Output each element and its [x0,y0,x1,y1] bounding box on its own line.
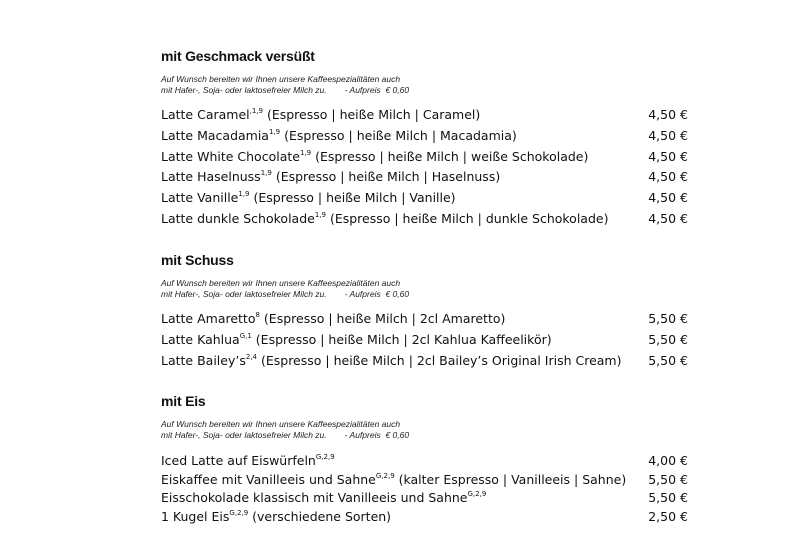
item-description: (Espresso | heiße Milch | Vanille) [249,190,456,206]
item-allergen-codes: 8 [255,311,260,319]
list-item [161,126,701,147]
item-price: 4,50 € [648,169,688,185]
item-price: 5,50 € [648,352,688,368]
item-description: (Espresso | heiße Milch | Macadamia) [280,127,517,143]
item-price: 5,50 € [648,331,688,347]
item-description: (Espresso | heiße Milch | dunkle Schokolade) [325,210,609,226]
item-allergen-codes: 1,9 [238,190,250,199]
item-allergen-codes: 2,4 [245,352,257,361]
item-price: 5,50 € [648,490,688,505]
note-surcharge: - Aufpreis € 0,60 [344,85,410,95]
item-name: 1 Kugel Eis [161,508,230,524]
item-description: (Espresso | heiße Milch | Caramel) [262,107,481,122]
item-allergen-codes: G,1 [239,331,252,340]
item-list [161,309,701,371]
section-title: mit Eis [161,393,206,409]
item-description: (Espresso | heiße Milch | 2cl Amaretto) [259,311,506,326]
item-allergen-codes: 1,9 [268,127,281,136]
list-item [161,351,701,372]
item-price: 5,50 € [648,471,688,487]
item-price: 4,50 € [648,107,688,122]
note-line-2-text: mit Hafer-, Soja- oder laktosefreier Milch zu. [161,430,327,440]
list-item [161,508,701,527]
item-price: 4,50 € [648,148,688,164]
section-title: mit Schuss [161,252,234,268]
item-price: 5,50 € [648,311,688,326]
item-name: Latte Bailey’s [161,352,246,368]
item-allergen-codes: ,1,9 [249,107,263,115]
note-line-2-text: mit Hafer-, Soja- oder laktosefreier Milch zu. [161,85,327,95]
item-description: (Espresso | heiße Milch | 2cl Kahlua Kaffeelikör) [251,331,552,347]
note-line-1: Auf Wunsch bereiten wir Ihnen unsere Kaffeespezialitäten auch [161,74,401,84]
item-allergen-codes: G,2,9 [375,471,395,480]
list-item [161,452,701,471]
note-line-1: Auf Wunsch bereiten wir Ihnen unsere Kaffeespezialitäten auch [161,419,401,429]
section-title: mit Geschmack versüßt [161,48,315,64]
item-description: (verschiedene Sorten) [248,508,392,524]
item-allergen-codes: G,2,9 [315,453,335,461]
item-name: Iced Latte auf Eiswürfeln [161,453,316,468]
note-line-2-text: mit Hafer-, Soja- oder laktosefreier Milch zu. [161,289,327,299]
item-allergen-codes: G,2,9 [467,490,487,498]
section-schuss [161,250,701,371]
list-item [161,209,701,230]
item-allergen-codes: 1,9 [260,169,272,178]
list-item [161,147,701,168]
note-surcharge: - Aufpreis € 0,60 [344,289,410,299]
item-name: Eisschokolade klassisch mit Vanilleeis und Sahne [161,490,468,505]
list-item [161,167,701,188]
item-name: Latte Caramel [161,107,250,122]
milk-note [161,419,701,441]
item-description: (Espresso | heiße Milch | Haselnuss) [271,169,501,185]
item-description: (Espresso | heiße Milch | weiße Schokolade) [311,148,589,164]
list-item [161,330,701,351]
item-price: 4,00 € [648,453,688,468]
note-line-2 [161,85,701,96]
item-name: Eiskaffee mit Vanilleeis und Sahne [161,471,376,487]
item-name: Latte Amaretto [161,311,256,326]
note-line-2 [161,289,701,300]
list-item [161,309,701,330]
item-list [161,105,701,230]
item-name: Latte Haselnuss [161,169,261,185]
item-price: 4,50 € [648,210,688,226]
item-allergen-codes: 1,9 [314,210,326,219]
item-name: Latte White Chocolate [161,148,300,164]
milk-note [161,74,701,96]
item-price: 4,50 € [648,190,688,206]
list-item [161,105,701,126]
item-list [161,452,701,526]
item-name: Latte Vanille [161,190,239,206]
milk-note [161,278,701,300]
item-allergen-codes: G,2,9 [229,508,249,517]
note-line-1: Auf Wunsch bereiten wir Ihnen unsere Kaffeespezialitäten auch [161,278,401,288]
section-geschmack [161,46,701,230]
list-item [161,188,701,209]
item-price: 2,50 € [648,508,688,524]
list-item [161,471,701,490]
item-price: 4,50 € [648,127,688,143]
item-allergen-codes: 1,9 [299,148,312,157]
item-name: Latte Macadamia [161,127,269,143]
list-item [161,489,701,508]
item-name: Latte Kahlua [161,331,240,347]
note-surcharge: - Aufpreis € 0,60 [344,430,410,440]
item-name: Latte dunkle Schokolade [161,210,315,226]
item-description: (kalter Espresso | Vanilleeis | Sahne) [394,471,627,487]
note-line-2 [161,430,701,441]
section-eis [161,391,701,526]
item-description: (Espresso | heiße Milch | 2cl Bailey’s Original Irish Cream) [257,352,622,368]
